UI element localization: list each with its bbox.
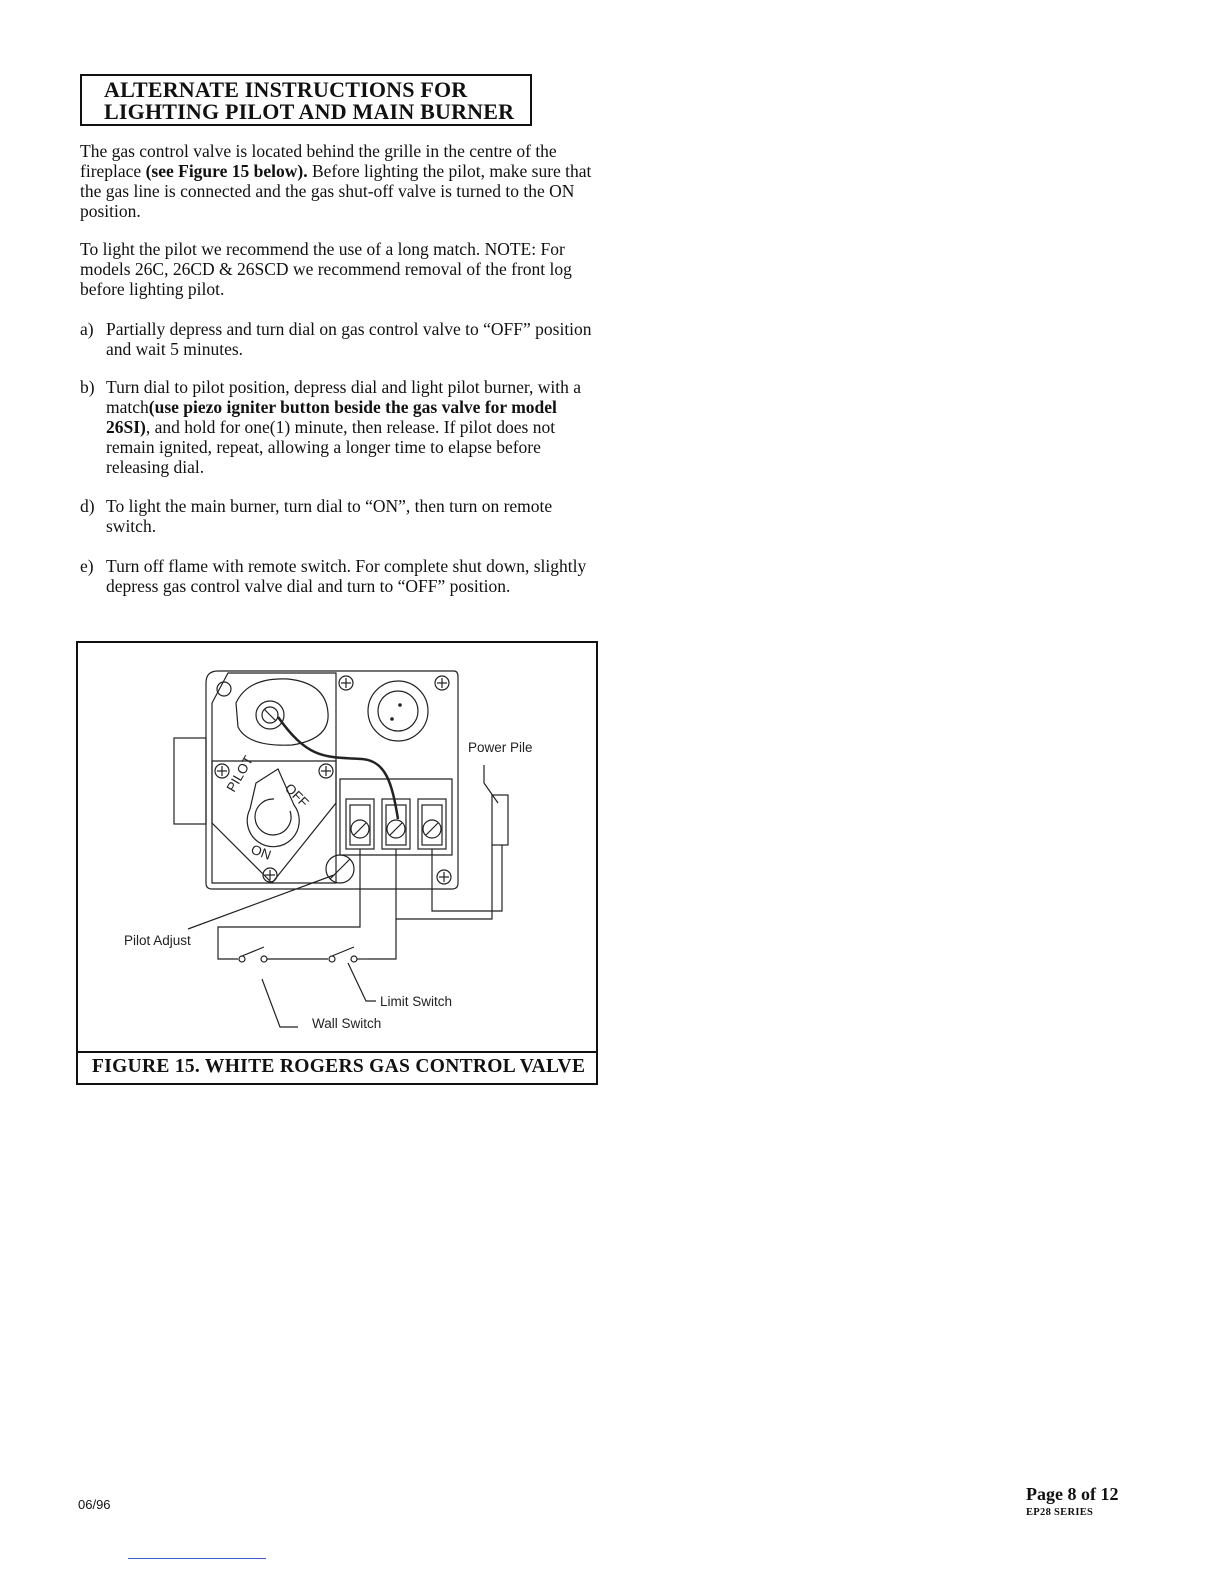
limit-switch xyxy=(332,947,354,956)
switch-wire xyxy=(218,849,360,959)
step-e xyxy=(80,556,600,596)
dial-label-pilot: PILOT xyxy=(223,753,257,795)
figure-caption: FIGURE 15. WHITE ROGERS GAS CONTROL VALVE xyxy=(78,1051,596,1083)
dial-label-on: ON xyxy=(248,841,274,863)
regulator-housing xyxy=(236,679,328,745)
mounting-bracket xyxy=(174,738,206,824)
series-label: EP28 SERIES xyxy=(1026,1507,1094,1518)
page-number: Page 8 of 12 xyxy=(1026,1484,1119,1504)
step-d xyxy=(80,496,600,536)
heading-line-2: LIGHTING PILOT AND MAIN BURNER xyxy=(104,99,515,124)
intro-paragraph-2 xyxy=(80,239,600,299)
dial-knob xyxy=(255,799,291,835)
step-text xyxy=(106,377,600,477)
power-pile xyxy=(492,795,508,845)
step-text: To light the main burner, turn dial to “ON”, then turn on remote switch. xyxy=(106,496,553,536)
limit-switch-label: Limit Switch xyxy=(380,994,453,1009)
wall-switch-label: Wall Switch xyxy=(312,1016,382,1031)
step-a xyxy=(80,319,600,359)
step-letter: e) xyxy=(80,556,94,576)
intro-text-b: Before lighting the pilot, make sure that the gas line is connected and the gas shut-off valve is turned to the ON position. xyxy=(80,161,592,221)
main-regulator xyxy=(368,681,428,741)
dial-label-off: OFF xyxy=(281,780,312,811)
step-letter: d) xyxy=(80,496,95,516)
pilot-adjust-label: Pilot Adjust xyxy=(124,933,191,948)
heading-line-1: ALTERNATE INSTRUCTIONS FOR xyxy=(104,77,468,102)
main-regulator-cap xyxy=(378,691,418,731)
step-b xyxy=(80,377,600,477)
step-text: Turn off flame with remote switch. For complete shut down, slightly depress gas control valve dial and turn to “OFF” position. xyxy=(106,556,587,596)
figure-15 xyxy=(76,641,598,1085)
bottom-rule xyxy=(128,1558,266,1559)
intro-text-a: The gas control valve is located behind the grille in the centre of the fireplace xyxy=(80,141,557,181)
intro-text-2: To light the pilot we recommend the use of a long match. NOTE: For models 26C, 26CD & 26SCD we recommend removal of the front log before lighting pilot. xyxy=(80,239,572,299)
step-letter: b) xyxy=(80,377,95,397)
footer-date: 06/96 xyxy=(78,1497,111,1512)
section-heading xyxy=(80,74,532,126)
step-letter: a) xyxy=(80,319,94,339)
step-b-text-b: , and hold for one(1) minute, then release. If pilot does not remain ignited, repeat, allowing a longer time to elapse before releasing dial. xyxy=(106,417,556,477)
step-text: Partially depress and turn dial on gas control valve to “OFF” position and wait 5 minutes. xyxy=(106,319,592,359)
step-b-bold-note: (use piezo igniter button beside the gas valve for model 26SI) xyxy=(106,397,557,437)
wall-switch xyxy=(242,947,264,956)
power-pile-label: Power Pile xyxy=(468,740,533,755)
figure-reference: (see Figure 15 below). xyxy=(145,161,308,181)
intro-paragraph-1 xyxy=(80,141,600,221)
terminal-block xyxy=(340,779,452,855)
step-b-text-a: Turn dial to pilot position, depress dial and light pilot burner, with a match xyxy=(106,377,582,417)
gas-valve-diagram xyxy=(78,643,596,1053)
